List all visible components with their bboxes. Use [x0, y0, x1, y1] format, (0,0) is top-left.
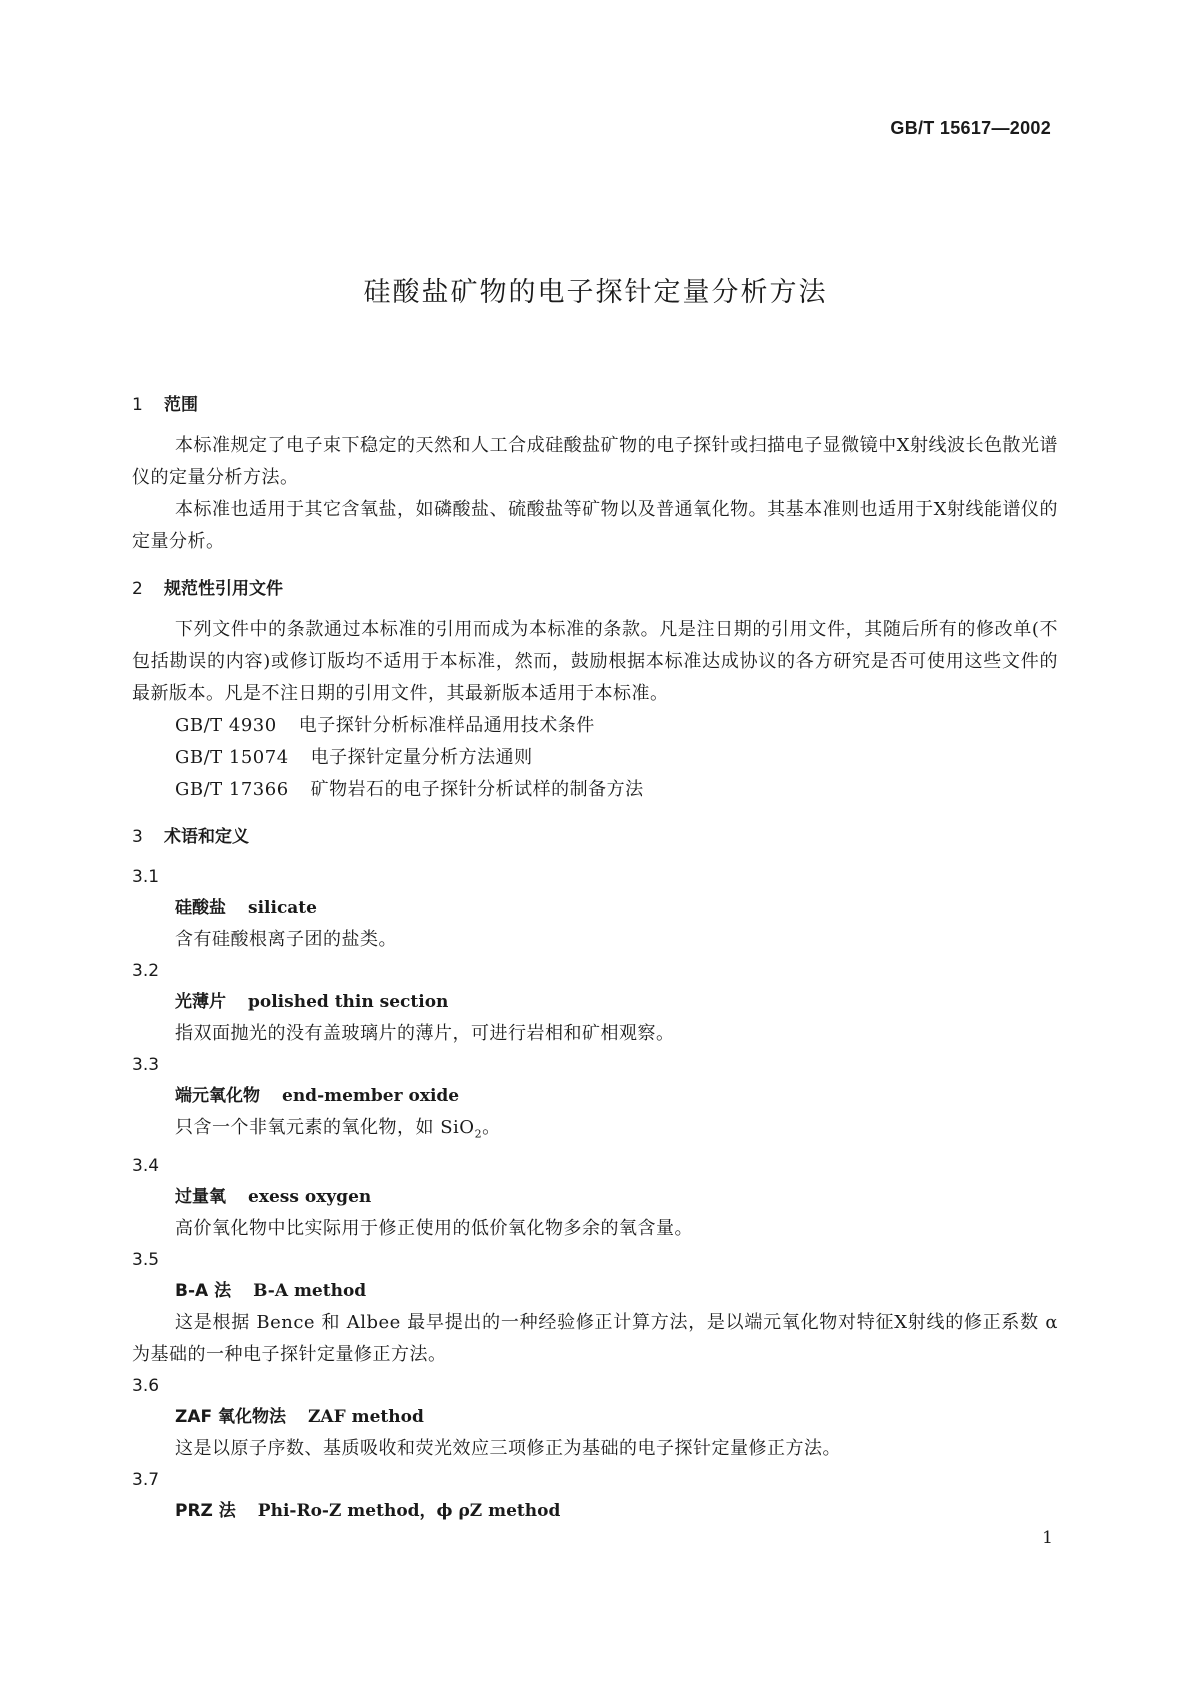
reference-name: 电子探针分析标准样品通用技术条件 [298, 715, 595, 736]
term-definition [132, 1112, 1058, 1151]
term-number: 3.3 [132, 1055, 160, 1075]
term-number: 3.5 [132, 1249, 160, 1270]
section-title: 规范性引用文件 [164, 579, 283, 599]
refs-paragraph: 下列文件中的条款通过本标准的引用而成为本标准的条款。凡是注日期的引用文件，其随后所有的修改单(不包括勘误的内容)或修订版均不适用于本标准，然而，鼓励根据本标准达成协议的各方研究是否可使用这些文件的最新版本。凡是不注日期的引用文件，其最新版本适用于本标准。 [132, 619, 1058, 704]
section-number: 1 [132, 395, 143, 415]
reference-name: 电子探针定量分析方法通则 [310, 747, 533, 768]
reference-code: GB/T 17366 [175, 779, 289, 800]
page-number: 1 [1042, 1528, 1053, 1548]
section-title: 范围 [164, 395, 198, 415]
term-name-zh: ZAF 氧化物法 [175, 1406, 287, 1427]
term-number: 3.1 [132, 867, 160, 887]
term-name [132, 892, 1058, 924]
term-name-zh: B-A 法 [175, 1280, 232, 1301]
term-name-en: ZAF method [308, 1406, 424, 1427]
section-heading-scope [132, 392, 1058, 418]
reference-name: 矿物岩石的电子探针分析试样的制备方法 [310, 779, 644, 800]
term-name-zh: 端元氧化物 [175, 1086, 260, 1106]
term-name [132, 1181, 1058, 1213]
section-number: 3 [132, 827, 143, 847]
term-number: 3.6 [132, 1375, 160, 1396]
reference-item [132, 742, 1058, 774]
term-name [132, 1080, 1058, 1112]
term-name-en: exess oxygen [248, 1186, 372, 1207]
reference-code: GB/T 15074 [175, 747, 289, 768]
term-name [132, 1275, 1058, 1307]
section-title: 术语和定义 [164, 827, 249, 847]
term-number: 3.7 [132, 1469, 160, 1490]
term-definition: 这是根据 Bence 和 Albee 最早提出的一种经验修正计算方法，是以端元氧化物对特征X射线的修正系数 α 为基础的一种电子探针定量修正方法。 [132, 1311, 1058, 1365]
section-heading-refs [132, 576, 1058, 602]
term-name-en: end-member oxide [282, 1086, 460, 1106]
term-number: 3.4 [132, 1155, 160, 1176]
term-name [132, 1495, 1058, 1527]
definition-text-end: 。 [482, 1117, 501, 1138]
term-definition: 含有硅酸根离子团的盐类。 [175, 929, 397, 950]
term-name-en: B-A method [253, 1280, 367, 1301]
term-name-zh: PRZ 法 [175, 1500, 236, 1521]
term-name [132, 986, 1058, 1018]
reference-item [132, 710, 1058, 742]
document-body [132, 392, 1058, 1527]
reference-item [132, 774, 1058, 806]
subscript: 2 [474, 1127, 483, 1141]
term-name-zh: 过量氧 [175, 1186, 226, 1207]
term-name-zh: 光薄片 [175, 992, 226, 1012]
reference-code: GB/T 4930 [175, 715, 277, 736]
section-number: 2 [132, 579, 143, 599]
term-number: 3.2 [132, 961, 160, 981]
definition-text: 只含一个非氧元素的氧化物，如 SiO [175, 1117, 475, 1138]
section-heading-terms [132, 824, 1058, 850]
term-name-en: Phi-Ro-Z method，ϕ ρZ method [257, 1500, 561, 1521]
term-definition: 指双面抛光的没有盖玻璃片的薄片，可进行岩相和矿相观察。 [175, 1023, 675, 1044]
term-name-en: polished thin section [248, 992, 449, 1012]
standard-code: GB/T 15617—2002 [890, 118, 1051, 138]
scope-paragraph-2: 本标准也适用于其它含氧盐，如磷酸盐、硫酸盐等矿物以及普通氧化物。其基本准则也适用于X射线能谱仪的定量分析。 [132, 499, 1058, 552]
term-name-zh: 硅酸盐 [175, 898, 226, 918]
term-name [132, 1401, 1058, 1433]
term-definition: 这是以原子序数、基质吸收和荧光效应三项修正为基础的电子探针定量修正方法。 [175, 1437, 841, 1459]
term-name-en: silicate [248, 898, 317, 918]
scope-paragraph-1: 本标准规定了电子束下稳定的天然和人工合成硅酸盐矿物的电子探针或扫描电子显微镜中X射线波长色散光谱仪的定量分析方法。 [132, 435, 1058, 488]
document-title: 硅酸盐矿物的电子探针定量分析方法 [363, 277, 828, 308]
term-definition: 高价氧化物中比实际用于修正使用的低价氧化物多余的氧含量。 [175, 1217, 693, 1239]
